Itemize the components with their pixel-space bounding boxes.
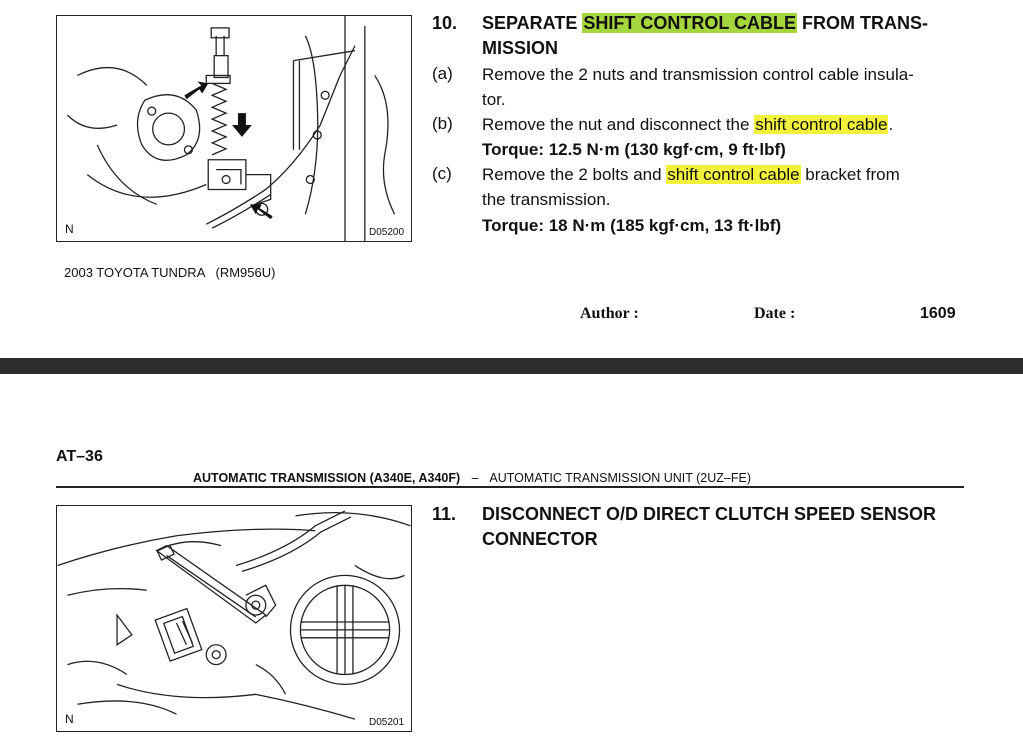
substep-b-highlight: shift control cable bbox=[755, 115, 888, 134]
substep-a-line1: Remove the 2 nuts and transmission control cable insula- bbox=[482, 65, 914, 84]
substep-c-pre: Remove the 2 bolts and bbox=[482, 165, 667, 184]
step-number-11: 11. bbox=[432, 504, 457, 524]
step-11-title-line2: CONNECTOR bbox=[482, 529, 598, 549]
substep-b-torque: Torque: 12.5 N·m (130 kgf·cm, 9 ft·lbf) bbox=[482, 140, 786, 159]
step-title-post: FROM TRANS- bbox=[797, 13, 929, 33]
substep-c-highlight: shift control cable bbox=[667, 165, 800, 184]
step-11-title-line1: DISCONNECT O/D DIRECT CLUTCH SPEED SENSOR bbox=[482, 504, 937, 524]
substep-letter-c: (c) bbox=[432, 164, 452, 183]
substep-letter-b: (b) bbox=[432, 114, 453, 133]
shift-cable-illustration bbox=[56, 15, 412, 242]
header-title-rest: AUTOMATIC TRANSMISSION UNIT (2UZ–FE) bbox=[489, 471, 752, 485]
page-number: 1609 bbox=[920, 305, 956, 322]
section-code: AT–36 bbox=[56, 448, 103, 465]
substep-c-line2: the transmission. bbox=[482, 190, 611, 209]
speed-sensor-drawing bbox=[57, 506, 411, 731]
substep-a-line2: tor. bbox=[482, 90, 506, 109]
header-rule bbox=[56, 486, 964, 488]
substep-letter-a: (a) bbox=[432, 64, 453, 83]
author-label: Author : bbox=[580, 305, 639, 322]
step-title-highlight: SHIFT CONTROL CABLE bbox=[583, 13, 797, 33]
substep-b-post: . bbox=[888, 115, 894, 134]
header-title-bold: AUTOMATIC TRANSMISSION (A340E, A340F) bbox=[193, 471, 461, 485]
figure-north-label: N bbox=[65, 222, 74, 236]
figure-code-2: D05201 bbox=[369, 717, 405, 728]
page-header bbox=[193, 471, 751, 485]
step-number: 10. bbox=[432, 13, 458, 33]
figure-code: D05200 bbox=[369, 227, 405, 238]
header-dash: – bbox=[471, 471, 479, 485]
step-title-line2: MISSION bbox=[482, 38, 559, 58]
substep-b-line1 bbox=[482, 112, 893, 137]
shift-cable-drawing bbox=[57, 16, 411, 241]
step-title-pre: SEPARATE bbox=[482, 13, 583, 33]
substep-b-pre: Remove the nut and disconnect the bbox=[482, 115, 755, 134]
vehicle-model: 2003 TOYOTA TUNDRA (RM956U) bbox=[64, 265, 276, 280]
substep-c-torque: Torque: 18 N·m (185 kgf·cm, 13 ft·lbf) bbox=[482, 216, 782, 235]
figure-north-label-2: N bbox=[65, 712, 74, 726]
substep-c-post: bracket from bbox=[800, 165, 900, 184]
speed-sensor-illustration bbox=[56, 505, 412, 732]
page-divider bbox=[0, 358, 1023, 374]
date-label: Date : bbox=[754, 305, 796, 322]
substep-c-line1 bbox=[482, 162, 900, 187]
step-title bbox=[482, 11, 928, 36]
